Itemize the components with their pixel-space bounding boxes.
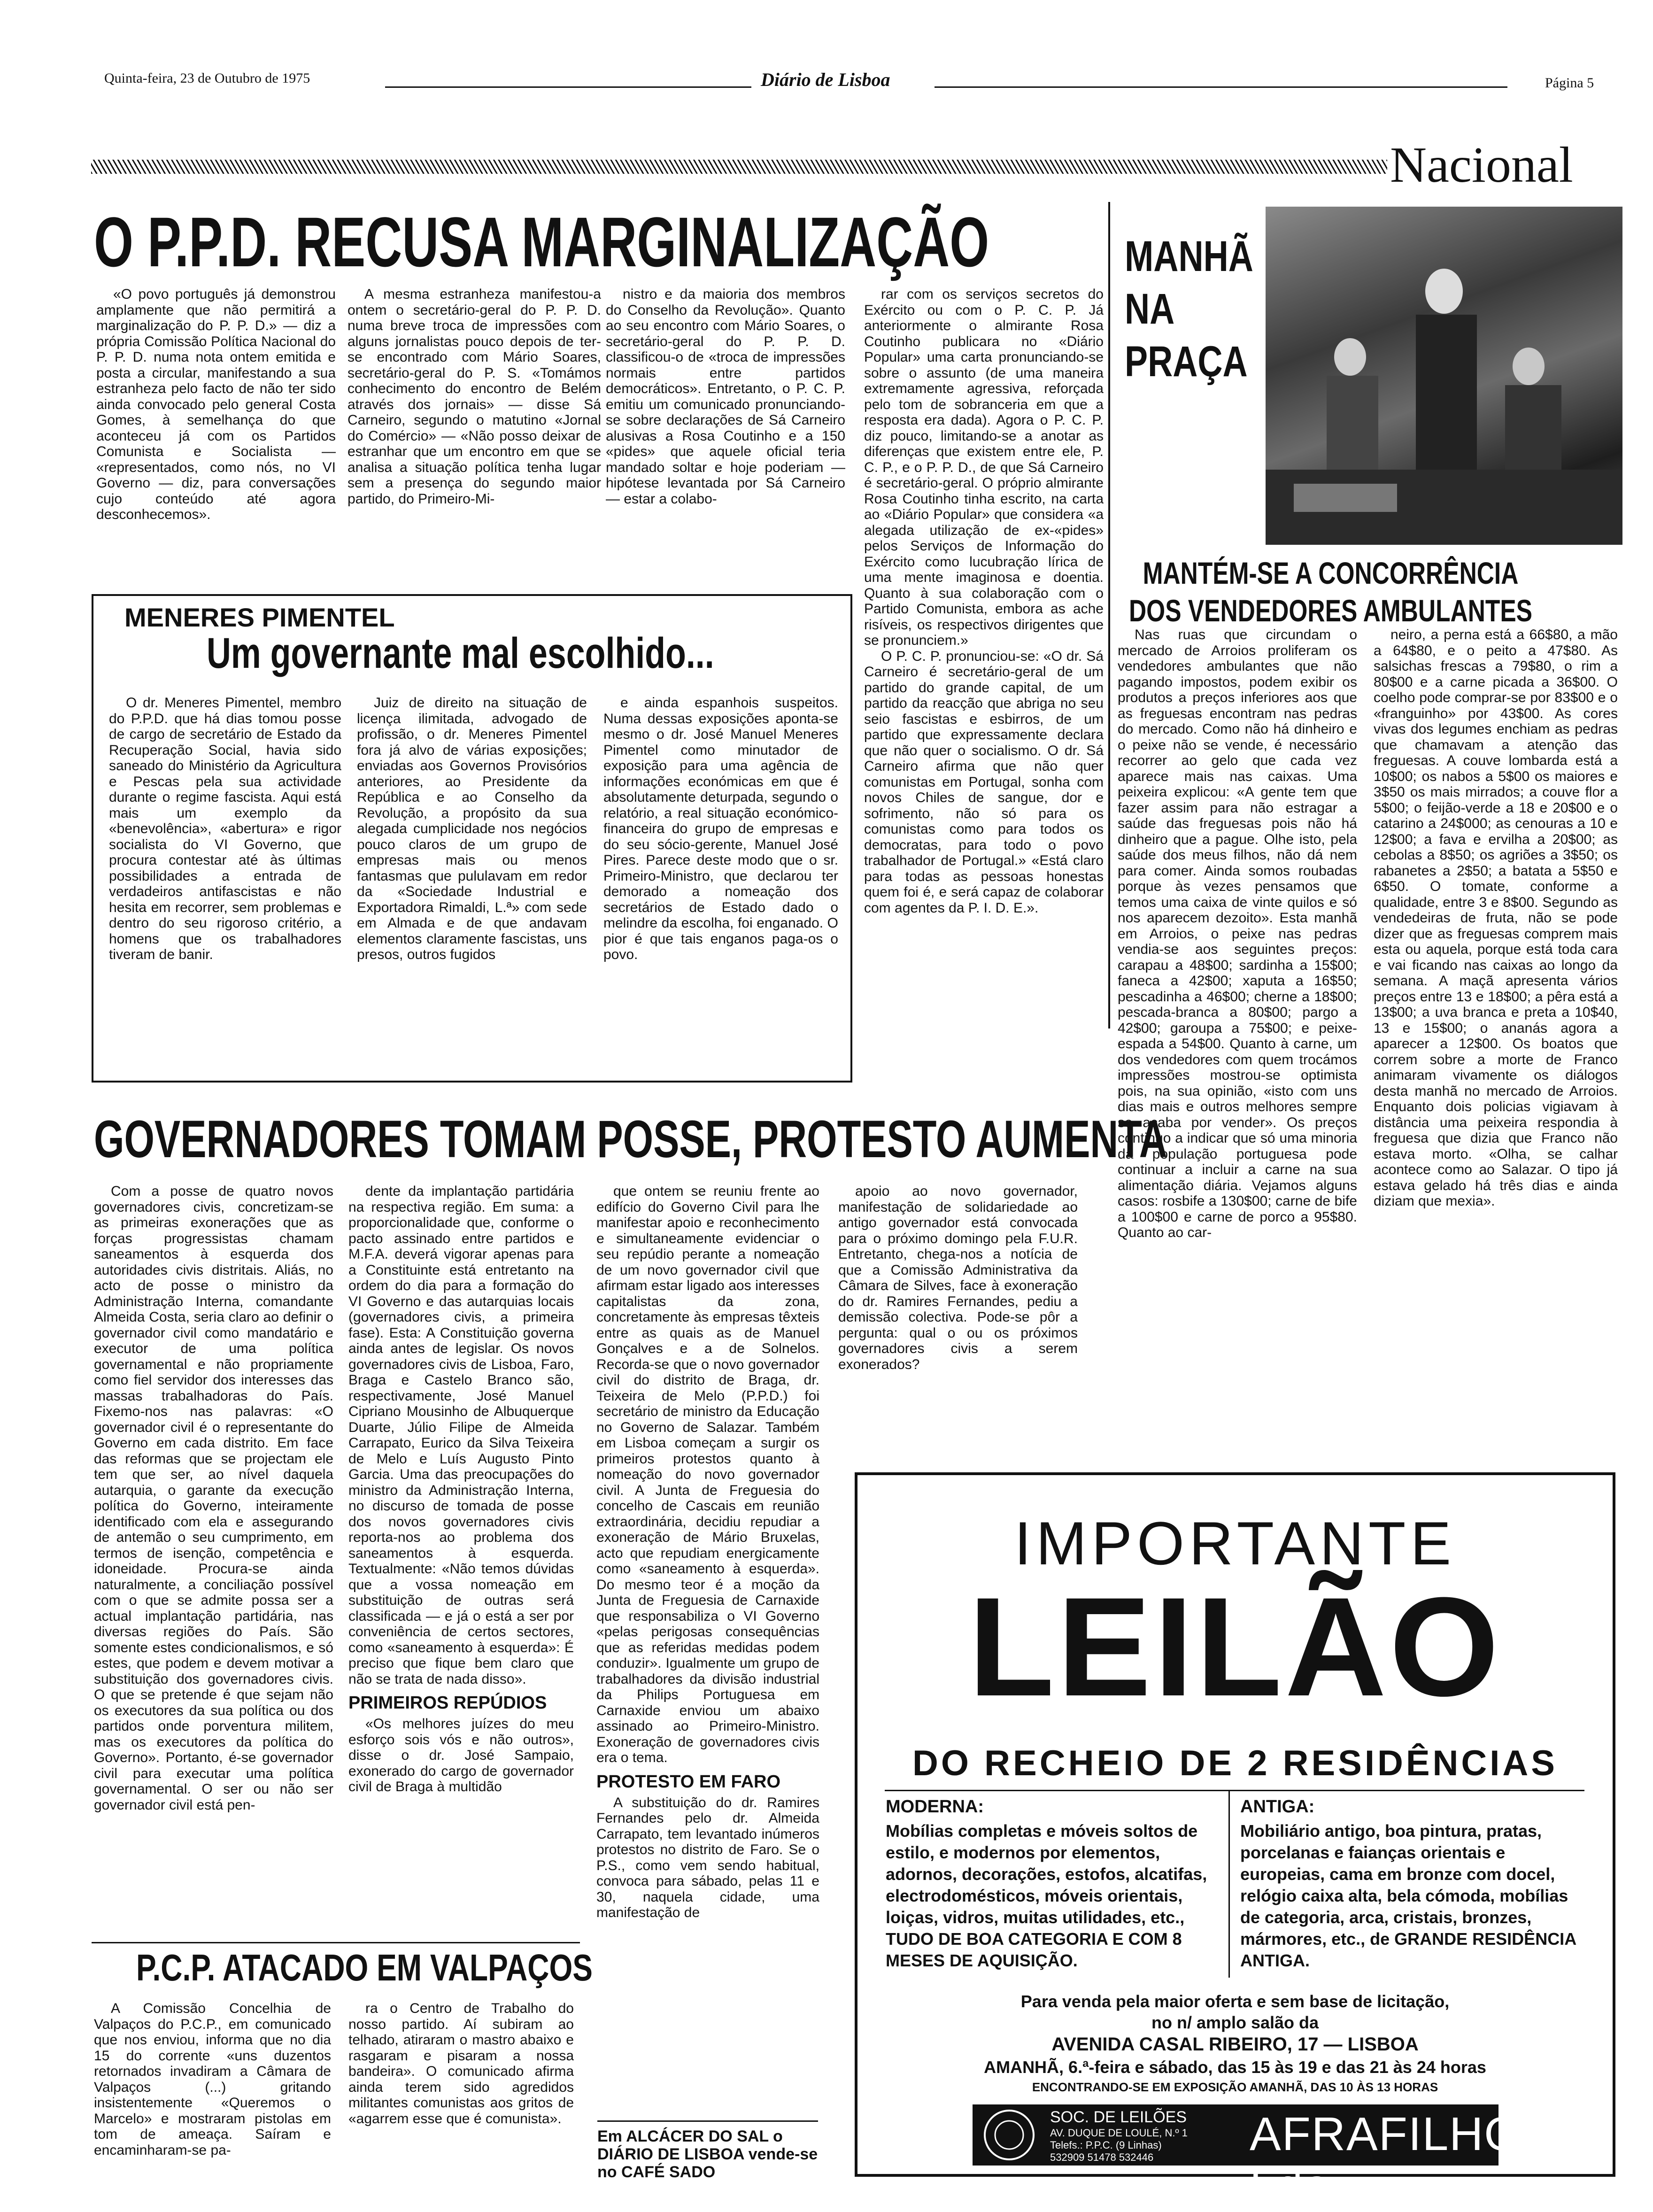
ad-exhibition: ENCONTRANDO-SE EM EXPOSIÇÃO AMANHÃ, DAS 10 ÀS 13 HORAS (1032, 2080, 1438, 2094)
section-title: Nacional (1390, 137, 1573, 193)
meneres-kicker: MENERES PIMENTEL (124, 603, 395, 632)
ad-sale-line-2: no n/ amplo salão da (1151, 2013, 1319, 2032)
alcacer-notice: Em ALCÁCER DO SAL o DIÁRIO DE LISBOA vende-se no CAFÉ SADO (597, 2127, 818, 2181)
ad-moderna-text: Mobílias completas e móveis soltos de estilo, e modernos por elementos, adornos, decorações, estofos, alcatifas, electrodomésticos, móveis orientais, loiças, vidros, muitas utilidades, etc., TUDO DE BOA CATEGORIA E COM 8 MESES DE AQUISIÇÃO. (886, 1821, 1207, 1970)
pcp-column-2: ra o Centro de Trabalho do nosso partido. Aí subiram ao telhado, atiraram o mastro abaixo e rasgaram e pisaram a nossa bandeira». O comunicado afirma ainda terem sido agredidos militantes comunistas aos gritos de «agarrem esse que é comunista». (348, 2001, 574, 2127)
gov-column-1: Com a posse de quatro novos governadores civis, concretizam-se as primeiras exonerações que as forças progressistas chamam saneamentos à esquerda dos autoridades civis distritais. Aliás, no acto de posse o ministro da Administração Interna, comandante Almeida Costa, seria claro ao definir o governador civil como mandatário e executor de uma política governamental e não propriamente como fiel servidor dos interesses das massas trabalhadoras do País. Fixemo-nos nas palavras: «O governador civil é o representante do Governo em cada distrito. Em face das reformas que se projectam ele tem que ser, ao nível daquela autarquia, o garante da execução política do Governo, inteiramente identificado com ela e assegurando de antemão o seu cumprimento, em termos de isenção, competência e idoneidade. Procura-se ainda naturalmente, a conciliação possível com o que se admite possa ser a actual implantação partidária, nas diversas regiões do País. São somente estes condicionalismos, e só estes, que podem e devem motivar a substituição dos governadores civis. O que se pretende é que sejam não os executores da sua política ou dos partidos onde porventura militem, mas os executores da política do Governo». Portanto, é-se governador civil para executar uma política governamental. O ser ou não ser governador civil está pen- (94, 1183, 333, 1813)
praca-column-2: neiro, a perna está a 66$80, a mão a 64$80, e o peito a 47$80. As salsichas frescas a 79$80, o rim a 80$00 e a carne picada a 36$00. O coelho pode comprar-se por 83$00 e o «franguinho» por 43$00. As cores vivas dos legumes enchiam as pedras que chamavam a atenção das freguesas. A couve lombarda está a 10$00; os nabos a 5$00 os maiores e 3$50 os mais mirrados; a couve flor a 5$00; o feijão-verde a 18 e 20$00 e o catarino a 24$000; as cenouras a 10 e 12$00; a fava e ervilha a 20$00; as cebolas a 8$50; os agriões a 3$50; os rabanetes a 2$50; a batata a 5$50 e 6$50. O tomate, conforme a qualidade, entre 3 e 8$00. Segundo as vendedeiras de fruta, não se pode dizer que as freguesas comprem mais esta ou aquela, porque está toda cara e vai ficando nas caixas ao longo da semana. A maçã apresenta vários preços entre 13 e 18$00; a pêra está a 13$00; a uva branca e preta a 10$40, 13 e 15$00; o ananás agora a aparecer a 12$00. Os boatos que correm sobre a morte de Franco animaram vivamente os diálogos desta manhã no mercado de Arroios. Enquanto dois policias vigiavam à distância uma peixeira respondia à freguesa que dizia que Franco não estava morto. «Olha, se calhar acontece como ao Salazar. O tipo já estava gelado há três dias e ainda diziam que mexia». (1374, 627, 1618, 1209)
alcacer-rule (597, 2120, 818, 2122)
ad-schedule: AMANHÃ, 6.ª-feira e sábado, das 15 às 19 e das 21 às 24 horas (984, 2057, 1486, 2077)
praca-title: MANHÃ NA PRAÇA (1125, 232, 1253, 386)
meneres-column-2: Juiz de direito na situação de licença ilimitada, advogado de profissão, o dr. Meneres Pimentel fora já alvo de várias exposições; enviadas aos Governos Provisórios anteriores, ao Presidente da República e ao Conselho da Revolução, a propósito da sua alegada cumplicidade nos negócios pouco claros de um grupo de empresas mais ou menos fantasmas que pululavam em redor da «Sociedade Industrial e Exportadora Rimaldi, L.ª» com sede em Almada e de que andavam elementos claramente fascistas, uns presos, outros fugidos (357, 695, 587, 962)
ppd-column-3: nistro e da maioria dos membros do Conselho da Revolução». Quanto ao seu encontro com Mário Soares, o secretário-geral do P. P. D. classificou-o de «troca de impressões normais entre partidos democráticos». Entretanto, o P. C. P. emitiu um comunicado pronunciando-se sobre declarações de Sá Carneiro alusivas a Rosa Coutinho e a 150 «pides» que aquele oficial teria mandado soltar e hoje poderiam — hipótese levantada por Sá Carneiro — estar a colabo- (606, 286, 845, 507)
company-brand: AFRAFILHOS, Lda (1250, 2108, 1568, 2212)
gov-subhead-faro: PROTESTO EM FARO (596, 1771, 781, 1792)
column-divider-right (1108, 202, 1110, 1029)
header-rule-right (935, 86, 1507, 88)
ad-line-leilao: LEILÃO (968, 1568, 1502, 1725)
gov-column-2: dente da implantação partidária na respectiva região. Em suma: a proporcionalidade que, conforme o pacto assinado entre partidos e M.F.A. deverá vigorar apenas para a Constituinte está entretanto na ordem do dia para a formação do VI Governo e das autarquias locais (governadores civis, a primeira fase). Esta: A Constituição governa ainda antes de legislar. Os novos governadores civis de Lisboa, Faro, Braga e Castelo Branco são, respectivamente, José Manuel Cipriano Mousinho de Albuquerque Duarte, Júlio Filipe de Almeida Carrapato, Eurico da Silva Teixeira de Melo e Luís Augusto Pinto Garcia. Uma das preocupações do ministro da Administração Interna, no discurso de tomada de posse dos novos governadores civis reporta-nos ao problema dos saneamentos à esquerda. Textualmente: «Não temos dúvidas que a vossa nomeação em substituição de outras será classificada — e já o está a ser por conveniência de certos sectores, como «saneamento à esquerda»: É preciso que fique bem claro que não se trata de nada disso». PRIMEIROS REPÚDIOS «Os melhores juízes do meu esforço sois vós e não outros», disse o dr. José Sampaio, exonerado do cargo de governador civil de Braga à multidão (348, 1183, 574, 1794)
gov-subhead-repudios: PRIMEIROS REPÚDIOS (348, 1693, 547, 1713)
company-line-1: SOC. DE LEILÕES (1050, 2108, 1187, 2126)
ad-antiga-heading: ANTIGA: (1240, 1797, 1315, 1817)
gov-headline: GOVERNADORES TOMAM POSSE, PROTESTO AUMENTA (94, 1110, 1167, 1168)
ad-divider (885, 1790, 1584, 1791)
ad-vertical-divider (1228, 1790, 1230, 1978)
page-number: Página 5 (1545, 75, 1594, 91)
ad-company-banner (973, 2104, 1568, 2212)
ppd-column-1: «O povo português já demonstrou amplamente que não permitirá a marginalização do P. P. D.» — diz a própria Comissão Política Nacional do P. P. D. numa nota ontem emitida e posta a circular, manifestando a sua estranheza pelo facto de não ter sido ainda convocado pelo general Costa Gomes, à semelhança do que aconteceu já com os Partidos Comunista e Socialista — «representados, como nós, no VI Governo — diz, para conversações cujo conteúdo até agora desconhecemos». (96, 286, 336, 522)
meneres-column-1: O dr. Meneres Pimentel, membro do P.P.D. que há dias tomou posse de cargo de secretário de Estado da Recuperação Social, havia sido saneado do Ministério da Agricultura e Pescas pela sua actividade durante o regime fascista. Aqui está mais um exemplo da «benevolência», «abertura» e rigor socialista do VI Governo, que procura contestar até às últimas possibilidades a entrada de verdadeiros antifascistas e não hesita em recorrer, sem problemas e dentro do seu rigoroso critério, a homens que os trabalhadores tiveram de banir. (109, 695, 341, 962)
company-line-3: Telefs.: P.P.C. (9 Linhas) (1050, 2139, 1162, 2151)
market-photo (1266, 207, 1622, 545)
ppd-column-2: A mesma estranheza manifestou-a ontem o secretário-geral do P. P. D. numa breve troca de impressões com alguns jornalistas pouco depois de ter-se encontrado com Mário Soares, secretário-geral do P. S. «Tomámos conhecimento do encontro de Belém através dos jornais» — disse Sá Carneiro, segundo o matutino «Jornal do Comércio» — «Não posso deixar de estranhar que um encontro em que se analisa a situação política tenha lugar sem a presença do segundo maior partido, do Primeiro-Mi- (348, 286, 601, 507)
praca-headline: MANTÉM-SE A CONCORRÊNCIA DOS VENDEDORES AMBULANTES (1128, 556, 1533, 628)
header-rule-left (385, 86, 751, 88)
ad-moderna-heading: MODERNA: (886, 1797, 984, 1817)
gov-column-4: apoio ao novo governador, manifestação de solidariedade ao antigo governador está convocada para o próximo domingo pela F.U.R. Entretanto, chega-nos a notícia de que a Comissão Administrativa da Câmara de Silves, face à exoneração do dr. Ramires Fernandes, pediu a demissão colectiva. Pode-se pôr a pergunta: qual o ou os próximos governadores civis a serem exonerados? (838, 1183, 1078, 1372)
pcp-column-1: A Comissão Concelhia de Valpaços do P.C.P., em comunicado que nos enviou, informa que no dia 15 do corrente «uns duzentos retornados invadiram a Câmara de Valpaços (...) gritando insistentemente «Queremos o Marcelo» e mostraram pistolas em tom de ameaça. Saíram e encaminharam-se pa- (94, 2001, 331, 2158)
company-line-2: AV. DUQUE DE LOULÉ, N.º 1 (1050, 2127, 1188, 2139)
pcp-rule (92, 1942, 580, 1943)
ad-antiga-text: Mobiliário antigo, boa pintura, pratas, porcelanas e faianças orientais e europeias, cama em bronze com docel, relógio caixa alta, bela cómoda, mobílias de categoria, arca, cristais, bronzes, mármores, etc., de GRANDE RESIDÊNCIA ANTIGA. (1240, 1821, 1576, 1970)
pcp-headline: P.C.P. ATACADO EM VALPAÇOS (136, 1947, 593, 1988)
ad-sale-line-1: Para venda pela maior oferta e sem base de licitação, (1020, 1992, 1450, 2011)
auction-ad (855, 1472, 1615, 2212)
ad-address: AVENIDA CASAL RIBEIRO, 17 — LISBOA (1051, 2034, 1419, 2055)
praca-column-1: Nas ruas que circundam o mercado de Arroios proliferam os vendedores ambulantes que não pagando impostos, podem exibir os produtos a preços inferiores aos que as freguesas encontram nas pedras do mercado. Como não há dinheiro e o peixe não se vende, é necessário recorrer ao gelo que cada vez aparece mais nas caixas. Uma peixeira explicou: «A gente tem que fazer assim para não estragar a saúde das freguesas pois não há dinheiro que a pague. Olhe isto, pela saúde dos meus filhos, não dá nem para comer. Ainda somos roubadas porque às vezes pensamos que temos uma caixa de vinte quilos e só nos aparecem dezoito». Esta manhã em Arroios, o peixe nas pedras vendia-se aos seguintes preços: carapau a 48$00; sardinha a 15$00; faneca a 42$00; xaputa a 16$50; pescadinha a 46$00; cherne a 18$00; pescada-branca a 80$00; pargo a 42$00; garoupa a 75$00; e peixe-espada a 54$00. Quanto à carne, um dos vendedores com quem trocámos impressões mostrou-se optimista pois, na sua opinião, «isto com uns dias mais e outros melhores sempre se acaba por vender». Os preços continuo a indicar que só uma minoria da população portuguesa pode continuar a incluir a carne na sua alimentação diária. Vejamos alguns casos: rosbife a 130$00; carne de bife a 100$00 e carne de porco a 95$80. Quanto ao car- (1118, 627, 1357, 1240)
ppd-column-4: rar com os serviços secretos do Exército ou com o P. C. P. Já anteriormente o almirante Rosa Coutinho publicara no «Diário Popular» uma carta pronunciando-se sobre o assunto (de uma maneira extremamente agressiva, reforçada pelo tom de sobranceria em que a resposta era dada). Agora o P. C. P. diz pouco, limitando-se a anotar as diferenças que existem entre ele, P. C. P., e o P. P. D., de que Sá Carneiro é secretário-geral. O próprio almirante Rosa Coutinho tinha escrito, na carta ao «Diário Popular» que considera «a alegada utilização de ex-«pides» pelos Serviços de Informação do Exército como lucubração lírica de uma mente imaginosa e doentia. Quanto à sua colaboração com o Partido Comunista, embora as ache risíveis, os respectivos dirigentes que se pronunciem.» O P. C. P. pronunciou-se: «O dr. Sá Carneiro é secretário-geral de um partido do grande capital, de um partido da reacção que abriga no seu seio fascistas e esbirros, de um partido que expressamente declara que não quer o socialismo. O dr. Sá Carneiro afirma que não quer comunistas em Portugal, sonha com novos Chiles de sangue, dor e sofrimento, não só para os comunistas como para todos os democratas, para todo o povo trabalhador de Portugal.» «Está claro para todas as pessoas honestas quem foi é, e será capaz de colaborar com agentes da P. I. D. E.». (864, 286, 1104, 916)
company-seal-icon (981, 2107, 1037, 2163)
ad-line-importante: IMPORTANTE (1014, 1509, 1456, 1578)
gov-column-3: que ontem se reuniu frente ao edifício do Governo Civil para lhe manifestar apoio e reconhecimento e simultaneamente evidenciar o seu repúdio perante a nomeação de um novo governador civil que afirmam estar ligado aos interesses capitalistas da zona, concretamente às empresas têxteis entre as quais as de Manuel Gonçalves e a de Solnelos. Recorda-se que o novo governador civil do distrito de Braga, dr. Teixeira de Melo (P.P.D.) foi secretário de ministro da Educação no Governo de Salazar. Também em Lisboa começam a surgir os primeiros protestos quanto à nomeação do novo governador civil. A Junta de Freguesia do concelho de Cascais em reunião extraordinária, decidiu repudiar a exoneração de Mário Bruxelas, acto que repudiam energicamente como «saneamento à esquerda». Do mesmo teor é a moção da Junta de Freguesia de Carnaxide que responsabiliza o VI Governo «pelas perigosas consequências que as referidas medidas podem conduzir». Igualmente um grupo de trabalhadores da divisão industrial da Philips Portuguesa em Carnaxide enviou um abaixo assinado ao Primeiro-Ministro. Exoneração de governadores civis era o tema. PROTESTO EM FARO A substituição do dr. Ramires Fernandes pelo dr. Almeida Carrapato, tem levantado inúmeros protestos no distrito de Faro. Se o P.S., como vem sendo habitual, convoca para sábado, pelas 11 e 30, naquela cidade, uma manifestação de (596, 1183, 819, 1920)
market-photo-figures (1266, 207, 1622, 545)
newspaper-name: Diário de Lisboa (761, 69, 890, 90)
ad-line-recheio: DO RECHEIO DE 2 RESIDÊNCIAS (912, 1743, 1558, 1783)
company-phones: 532909 51478 532446 (1050, 2151, 1154, 2163)
issue-date: Quinta-feira, 23 de Outubro de 1975 (104, 70, 310, 86)
section-hatch-bar (91, 160, 1387, 174)
meneres-title: Um governante mal escolhido... (207, 629, 714, 677)
ppd-headline: O P.P.D. RECUSA MARGINALIZAÇÃO (94, 202, 989, 281)
meneres-column-3: e ainda espanhois suspeitos. Numa dessas exposições aponta-se mesmo o dr. José Manuel Meneres Pimentel como minutador de exposição para uma agência de informações económicas em que é absolutamente deturpada, segundo o relatório, a real situação económico-financeira do grupo de empresas e do seu sócio-gerente, Manuel José Pires. Parece deste modo que o sr. Primeiro-Ministro, que declarou ter demorado a nomeação dos secretários de Estado dado o melindre da escolha, foi enganado. O pior é que tais enganos paga-os o povo. (603, 695, 838, 962)
